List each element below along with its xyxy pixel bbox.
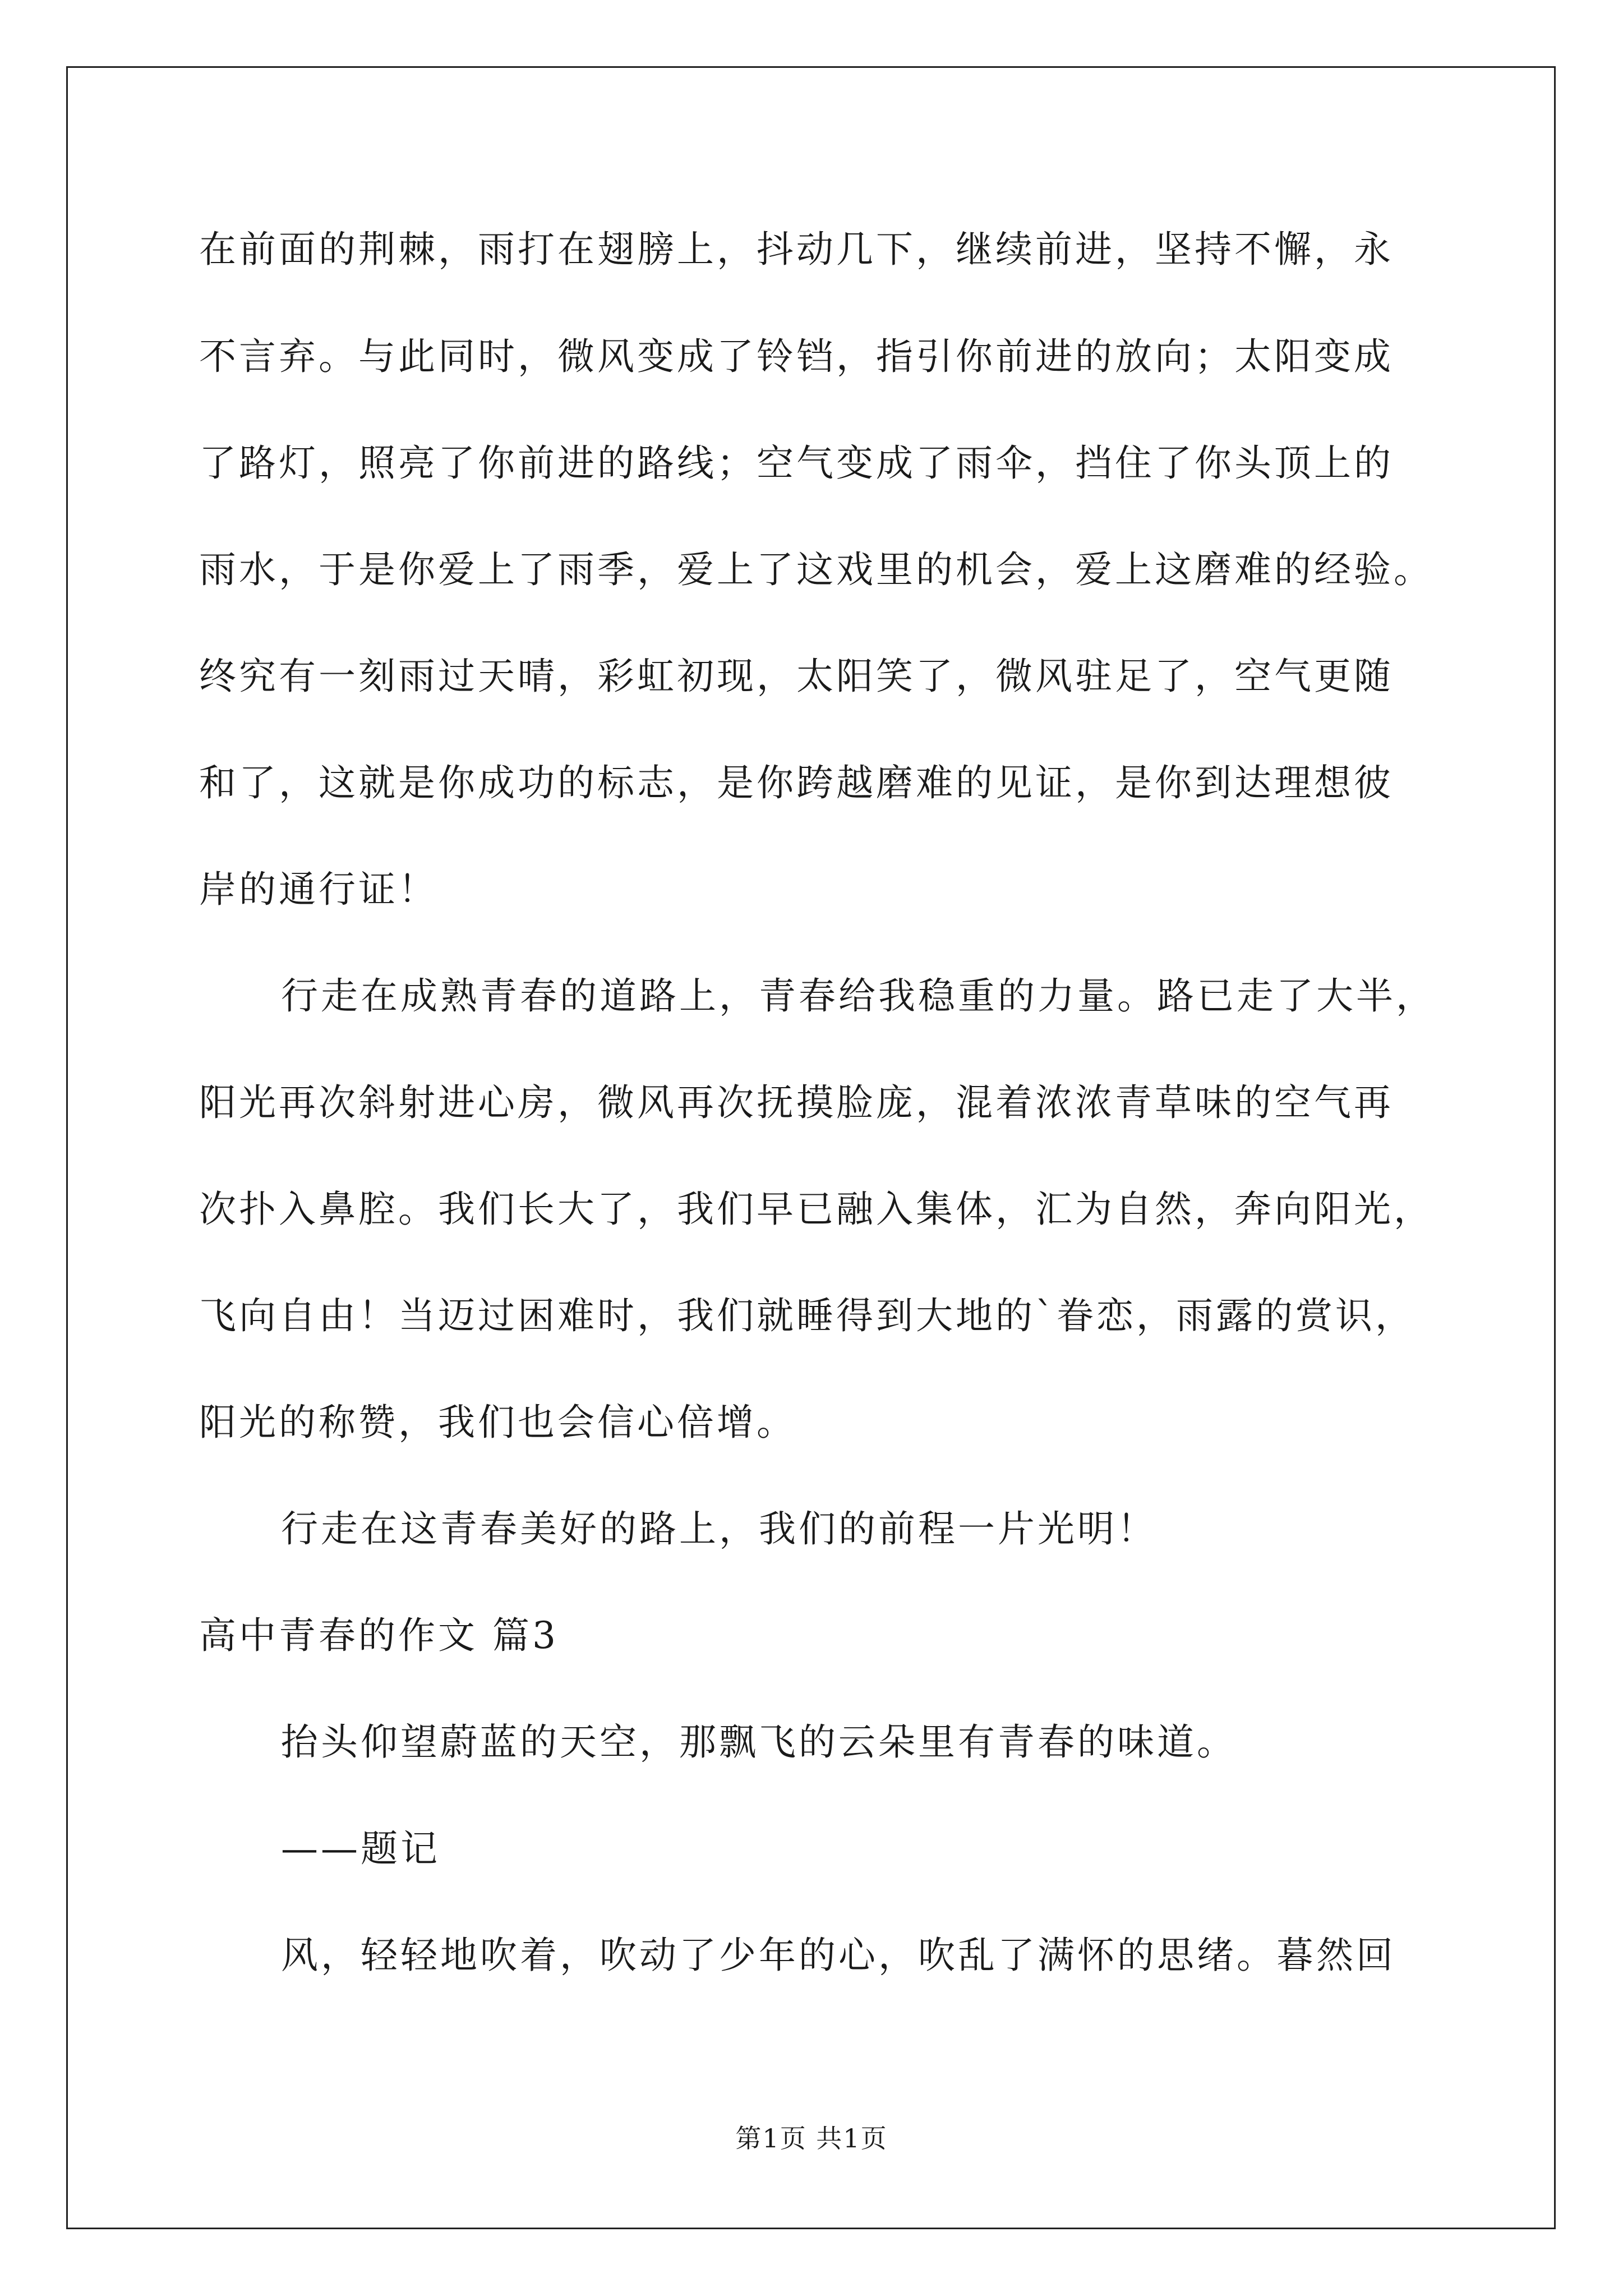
text-line: 在前面的荆棘，雨打在翅膀上，抖动几下，继续前进，坚持不懈，永 — [199, 228, 1394, 271]
text-line: 岸的通行证！ — [199, 868, 438, 911]
text-line: 阳光再次斜射进心房，微风再次抚摸脸庞，混着浓浓青草味的空气再 — [199, 1081, 1394, 1124]
page-border — [66, 66, 1556, 2229]
text-line: 不言弃。与此同时，微风变成了铃铛，指引你前进的放向；太阳变成 — [199, 335, 1394, 378]
text-line: 阳光的称赞，我们也会信心倍增。 — [199, 1401, 796, 1444]
text-line: 抬头仰望蔚蓝的天空，那飘飞的云朵里有青春的味道。 — [281, 1720, 1237, 1764]
text-line: 飞向自由！当迈过困难时，我们就睡得到大地的`眷恋，雨露的赏识， — [199, 1294, 1415, 1337]
page-footer: 第1页 共1页 — [735, 2123, 888, 2154]
epigraph-attribution: ——题记 — [281, 1827, 440, 1870]
text-line: 次扑入鼻腔。我们长大了，我们早已融入集体，汇为自然，奔向阳光， — [199, 1188, 1433, 1231]
text-line: 风，轻轻地吹着，吹动了少年的心，吹乱了满怀的思绪。暮然回 — [281, 1934, 1396, 1977]
text-line: 行走在这青春美好的路上，我们的前程一片光明！ — [281, 1507, 1157, 1550]
text-line: 雨水，于是你爱上了雨季，爱上了这戏里的机会，爱上这磨难的经验。 — [199, 548, 1433, 591]
section-heading: 高中青春的作文 篇3 — [199, 1614, 559, 1657]
text-line: 终究有一刻雨过天晴，彩虹初现，太阳笑了，微风驻足了，空气更随 — [199, 655, 1394, 698]
text-line: 和了，这就是你成功的标志，是你跨越磨难的见证，是你到达理想彼 — [199, 761, 1394, 804]
text-line: 行走在成熟青春的道路上，青春给我稳重的力量。路已走了大半， — [281, 974, 1436, 1018]
text-line: 了路灯，照亮了你前进的路线；空气变成了雨伞，挡住了你头顶上的 — [199, 441, 1394, 485]
